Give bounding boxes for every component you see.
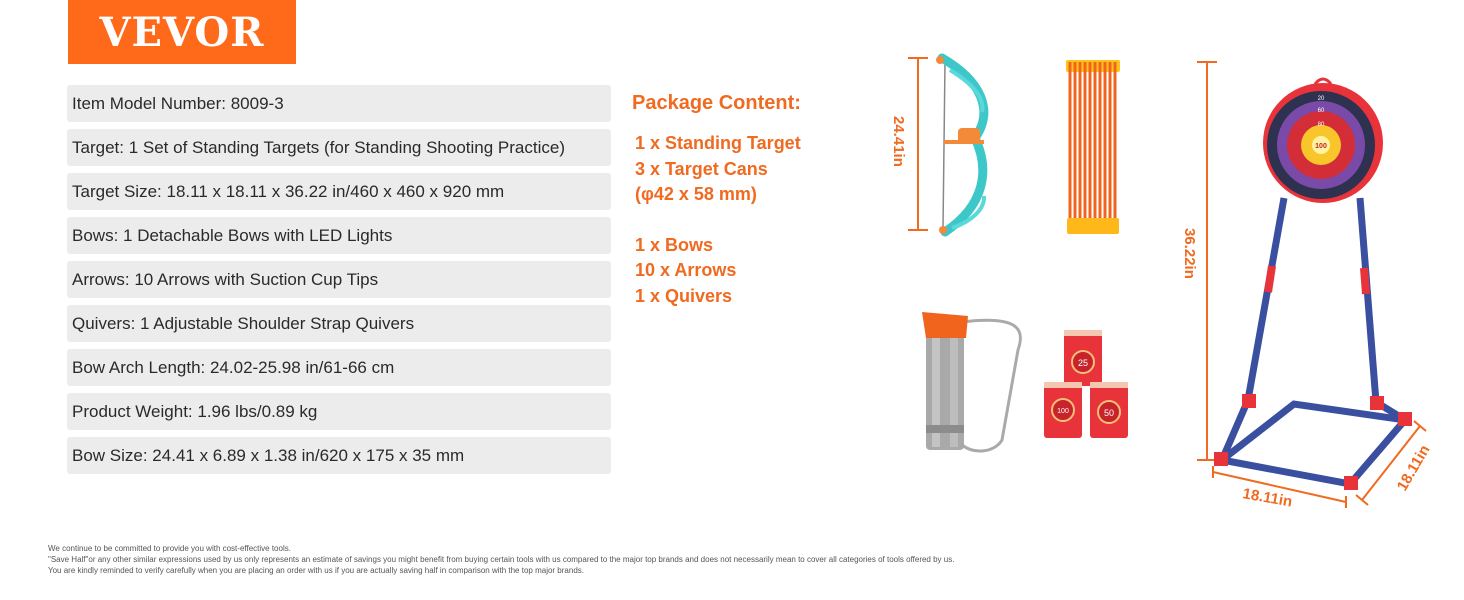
arrows-illustration	[1066, 60, 1120, 234]
can-label: 100	[1057, 408, 1069, 415]
spec-row-target: Target: 1 Set of Standing Targets (for Standing Shooting Practice)	[67, 129, 611, 166]
disclaimer-line: We continue to be committed to provide you with cost-effective tools.	[48, 544, 291, 553]
spec-row-bow-arch: Bow Arch Length: 24.02-25.98 in/61-66 cm	[67, 349, 611, 386]
target-cans	[1044, 330, 1128, 438]
standing-target-illustration	[1181, 62, 1433, 511]
package-item: 10 x Arrows	[635, 260, 737, 280]
package-item: 1 x Bows	[635, 234, 714, 255]
can-label: 25	[1077, 358, 1089, 368]
base-width-label: 18.11in	[1241, 485, 1294, 511]
spec-row-quivers: Quivers: 1 Adjustable Shoulder Strap Quivers	[67, 305, 611, 342]
package-item: 1 x Standing Target	[635, 133, 801, 153]
target-ring-label: 80	[1317, 122, 1325, 128]
bow-height-label: 24.41in	[890, 116, 907, 167]
spec-row-weight: Product Weight: 1.96 lbs/0.89 kg	[67, 393, 611, 430]
target-ring-label: 100	[1315, 143, 1327, 150]
base-depth-label: 18.11in	[1393, 442, 1434, 494]
package-item: (φ42 x 58 mm)	[635, 184, 757, 204]
spec-row-arrows: Arrows: 10 Arrows with Suction Cup Tips	[67, 261, 611, 298]
package-title: Package Content:	[632, 92, 801, 114]
spec-row-model: Item Model Number: 8009-3	[67, 85, 611, 122]
vevor-logo: VEVOR	[68, 0, 296, 64]
disclaimer-line: You are kindly reminded to verify carefully when you are placing an order with us if you are actually saving half in comparison with the top major brands.	[48, 566, 584, 575]
quiver-illustration	[922, 312, 1020, 451]
can-label: 50	[1103, 408, 1115, 418]
bow-illustration	[890, 56, 984, 234]
spec-row-target-size: Target Size: 18.11 x 18.11 x 36.22 in/460 x 460 x 920 mm	[67, 173, 611, 210]
spec-row-bow-size: Bow Size: 24.41 x 6.89 x 1.38 in/620 x 175 x 35 mm	[67, 437, 611, 474]
target-height-label: 36.22in	[1181, 228, 1198, 279]
spec-row-bows: Bows: 1 Detachable Bows with LED Lights	[67, 217, 611, 254]
package-item: 3 x Target Cans	[635, 158, 768, 179]
package-item: 1 x Quivers	[635, 285, 733, 306]
disclaimer-line: "Save Half"or any other similar expressions used by us only represents an estimate of savings you might benefit from buying certain tools with us compared to the major top brands and does not necessarily mean to cover all categories of tools offered by us.	[48, 555, 955, 564]
target-ring-label: 20	[1317, 96, 1325, 102]
target-ring-label: 60	[1317, 108, 1325, 114]
disclaimer-footer	[48, 543, 954, 576]
